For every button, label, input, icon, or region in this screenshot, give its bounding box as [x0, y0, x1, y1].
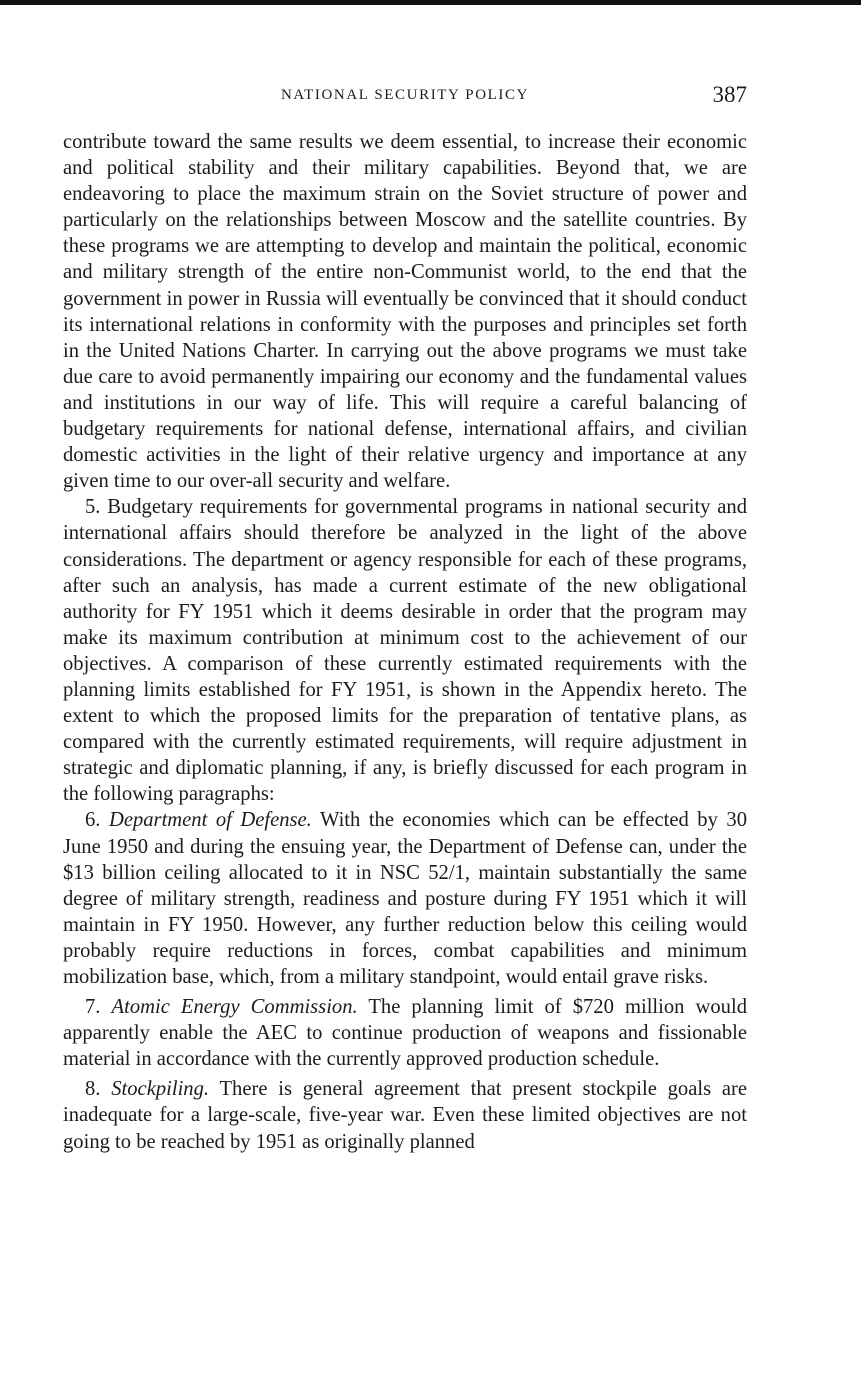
page-header [63, 82, 747, 114]
page-top-rule [0, 0, 861, 5]
paragraph-number: 8. [85, 1078, 101, 1101]
paragraph-heading: Department of Defense. [108, 809, 312, 832]
paragraph-text: 5. Budgetary requirements for governmental programs in national security and international affairs should therefore be analyzed in the light of the above considerations. The department or agency responsible for each of these programs, after such an analysis, has made a current estimate of the new obligational authority for FY 1951 which it deems desirable in order that the program may make its maximum contribution at minimum cost to the achievement of our objectives. A comparison of these currently estimated requirements with the planning limits established for FY 1951, is shown in the Appendix hereto. The extent to which the proposed limits for the preparation of tentative plans, as compared with the currently estimated requirements, will require adjustment in strategic and diplomatic planning, if any, is briefly discussed for each program in the following paragraphs: [63, 496, 747, 806]
paragraph-heading: Atomic Energy Commission. [111, 996, 358, 1019]
page-number: 387 [712, 82, 747, 107]
paragraph-number: 6. [85, 809, 101, 832]
paragraph-text: There is general agreement that present stockpile goals are inadequate for a large-scale, five-year war. Even these limited objectives are not going to be reached by 1951 as originally planned [63, 1078, 747, 1153]
paragraph-heading: Stockpiling. [111, 1078, 210, 1101]
paragraph-7 [63, 994, 747, 1072]
paragraph-text: With the economies which can be effected by 30 June 1950 and during the ensuing year, the Department of Defense can, under the $13 billion ceiling allocated to it in NSC 52/1, maintain substantially the same degree of military strength, readiness and posture during FY 1951 which it will maintain in FY 1950. However, any further reduction below this ceiling would probably require reductions in forces, combat capabilities and minimum mobilization base, which, from a military standpoint, would entail grave risks. [63, 809, 747, 988]
paragraph-text: contribute toward the same results we deem essential, to increase their economic and political stability and their military capabilities. Beyond that, we are endeavoring to place the maximum strain on the Soviet structure of power and particularly on the relationships between Moscow and the satellite countries. By these programs we are attempting to develop and maintain the political, economic and military strength of the entire non-Communist world, to the end that the government in power in Russia will eventually be convinced that it should conduct its international relations in conformity with the purposes and principles set forth in the United Nations Charter. In carrying out the above programs we must take due care to avoid permanently impairing our economy and the fundamental values and institutions in our way of life. This will require a careful balancing of budgetary requirements for national defense, international affairs, and civilian domestic activities in the light of their relative urgency and importance at any given time to our over-all security and welfare. [63, 131, 747, 493]
paragraph-5 [63, 494, 747, 807]
body-text [63, 129, 747, 1155]
paragraph-number: 7. [85, 996, 101, 1019]
paragraph-8 [63, 1076, 747, 1154]
paragraph-continuation [63, 129, 747, 494]
running-head: NATIONAL SECURITY POLICY [280, 87, 530, 103]
paragraph-6 [63, 807, 747, 990]
paragraph-text: The planning limit of $720 million would apparently enable the AEC to continue production of weapons and fissionable material in accordance with the currently approved production schedule. [63, 996, 747, 1071]
